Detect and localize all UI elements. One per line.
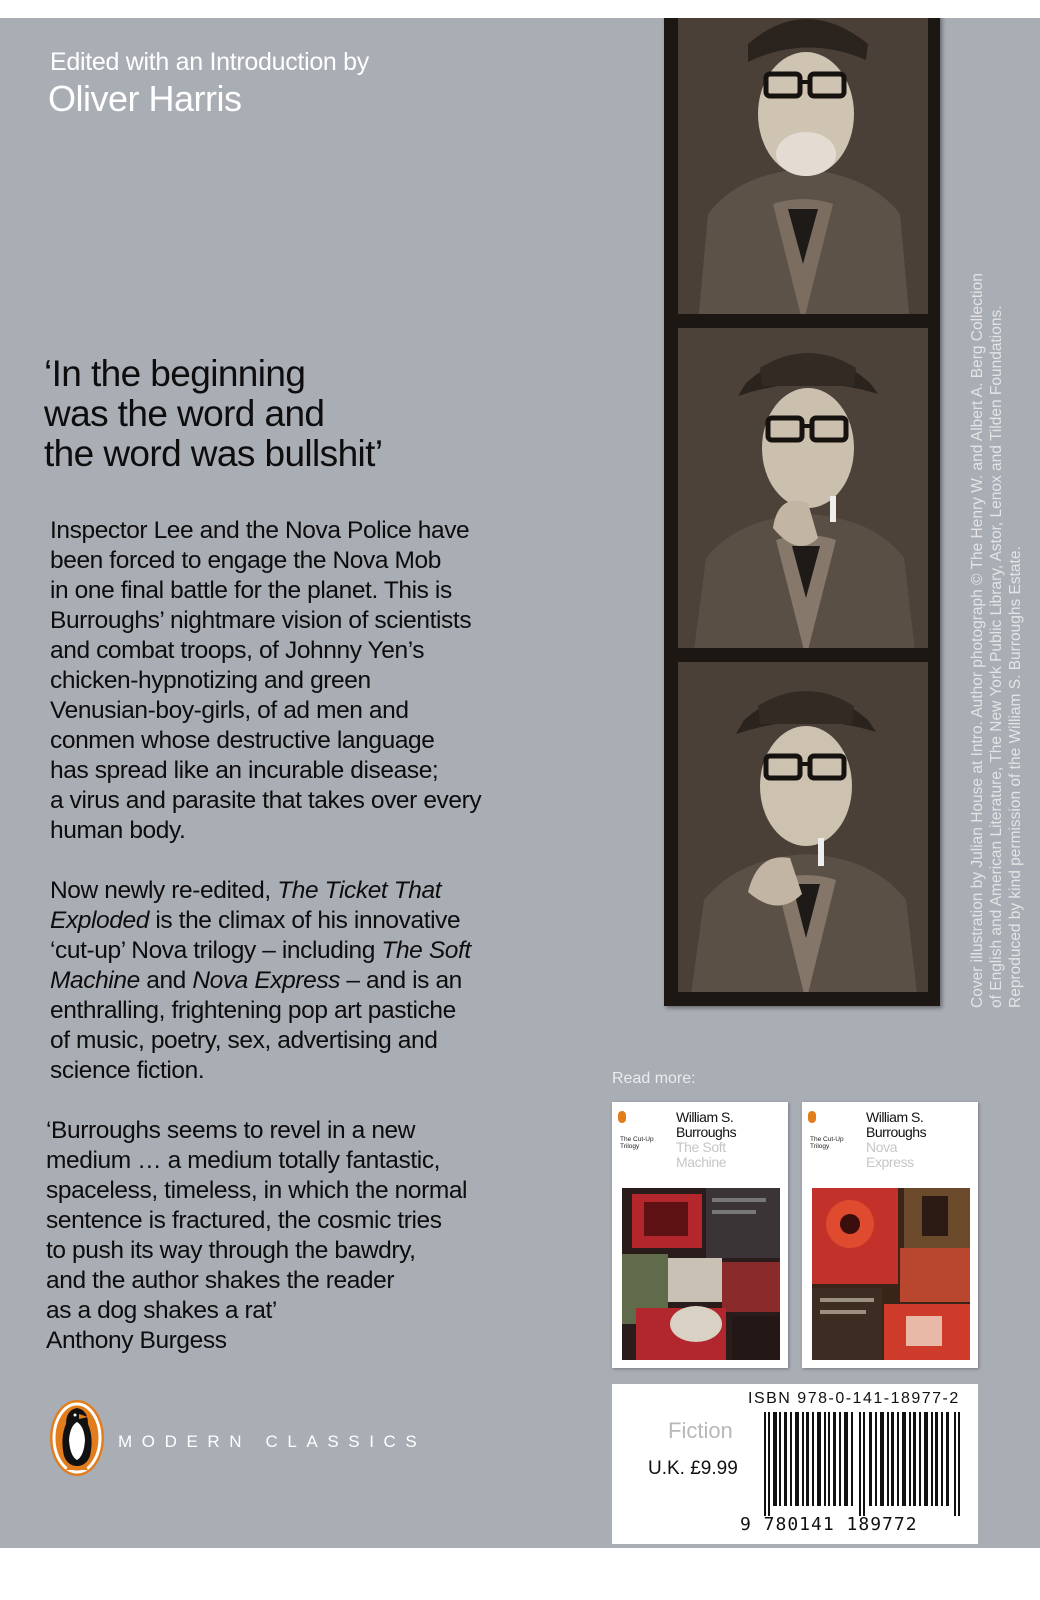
- price-label: U.K. £9.99: [648, 1458, 738, 1479]
- pull-quote-line: the word was bullshit’: [44, 433, 383, 474]
- penguin-logo-icon: [808, 1111, 816, 1123]
- photo-credit-line: of English and American Literature, The New York Public Library, Astor, Lenox and Tilden Foundations.: [988, 305, 1005, 1008]
- book-series: The Cut-Up Trilogy: [810, 1136, 844, 1150]
- book-title: [676, 1140, 726, 1170]
- blurb-text: Now newly re-edited,: [50, 877, 278, 904]
- book-author-first: William S.: [866, 1109, 924, 1125]
- photo-credit: [968, 128, 1025, 1008]
- blurb-line: [50, 876, 610, 906]
- author-photo-frame: [678, 18, 928, 314]
- book-author-first: William S.: [676, 1109, 734, 1125]
- book-title-line: Express: [866, 1154, 914, 1170]
- review-line: spaceless, timeless, in which the normal: [46, 1177, 468, 1204]
- book-author: [866, 1110, 926, 1140]
- book-thumbnail-nova-express[interactable]: [802, 1102, 978, 1368]
- blurb-line: and combat troops, of Johnny Yen’s: [50, 637, 425, 664]
- pull-quote-line: was the word and: [44, 393, 325, 434]
- photo-credit-line: Reproduced by kind permission of the William S. Burroughs Estate.: [1007, 546, 1024, 1008]
- book-author: [676, 1110, 736, 1140]
- book-title-line: The Soft: [676, 1139, 726, 1155]
- barcode-digits: 9 780141 189772: [740, 1514, 918, 1535]
- book-cover-art-image: [812, 1188, 970, 1360]
- penguin-logo-icon: [618, 1111, 626, 1123]
- author-photo-frame: [678, 662, 928, 992]
- review-line: and the author shakes the reader: [46, 1267, 395, 1294]
- blurb-text: – and is an: [340, 967, 462, 994]
- title-ticket-that-exploded: Exploded: [50, 907, 149, 934]
- blurb-line: Inspector Lee and the Nova Police have: [50, 517, 470, 544]
- title-soft-machine: The Soft: [381, 937, 471, 964]
- barcode-icon: [764, 1412, 964, 1516]
- pull-quote: [44, 354, 604, 474]
- book-title: [866, 1140, 914, 1170]
- book-title-line: Nova: [866, 1139, 898, 1155]
- penguin-logo-icon: [48, 1398, 106, 1478]
- read-more-label: Read more:: [612, 1070, 696, 1087]
- photo-credit-line: Cover illustration by Julian House at Intro. Author photograph © The Henry W. and Albert A. Berg Collection: [969, 273, 986, 1008]
- blurb-line: [50, 966, 610, 996]
- imprint-label: MODERN CLASSICS: [118, 1432, 427, 1451]
- blurb-line: of music, poetry, sex, advertising and: [50, 1027, 438, 1054]
- review-attribution: Anthony Burgess: [46, 1327, 227, 1354]
- book-author-last: Burroughs: [676, 1124, 737, 1140]
- book-title-line: Machine: [676, 1154, 727, 1170]
- blurb-line: Burroughs’ nightmare vision of scientists: [50, 607, 472, 634]
- book-series: The Cut-Up Trilogy: [620, 1136, 654, 1150]
- blurb-line: science fiction.: [50, 1057, 205, 1084]
- editor-credit-line: Edited with an Introduction by: [50, 48, 369, 76]
- author-portrait-image: [678, 18, 928, 314]
- author-portrait-image: [678, 328, 928, 648]
- book-thumbnail-soft-machine[interactable]: [612, 1102, 788, 1368]
- blurb-line: has spread like an incurable disease;: [50, 757, 439, 784]
- blurb-line: chicken-hypnotizing and green: [50, 667, 371, 694]
- blurb-paragraph-2: [50, 876, 610, 1086]
- author-photo-strip: [664, 18, 940, 1006]
- review-quote: [46, 1116, 606, 1356]
- pull-quote-line: ‘In the beginning: [44, 353, 306, 394]
- blurb-text: and: [139, 967, 193, 994]
- blurb-line: Venusian-boy-girls, of ad men and: [50, 697, 409, 724]
- blurb-line: enthralling, frightening pop art pastiche: [50, 997, 456, 1024]
- category-label: Fiction: [668, 1418, 733, 1443]
- blurb-line: conmen whose destructive language: [50, 727, 435, 754]
- editor-name: Oliver Harris: [48, 78, 242, 119]
- blurb-line: [50, 906, 610, 936]
- blurb-line: [50, 936, 610, 966]
- review-line: medium … a medium totally fantastic,: [46, 1147, 441, 1174]
- blurb-line: been forced to engage the Nova Mob: [50, 547, 441, 574]
- review-line: sentence is fractured, the cosmic tries: [46, 1207, 442, 1234]
- price-barcode-box: [612, 1384, 978, 1544]
- review-line: to push its way through the bawdry,: [46, 1237, 416, 1264]
- title-ticket-that-exploded: The Ticket That: [277, 877, 442, 904]
- back-cover: [0, 18, 1040, 1548]
- book-cover-art-image: [622, 1188, 780, 1360]
- blurb-text: ‘cut-up’ Nova trilogy – including: [50, 937, 382, 964]
- blurb-line: human body.: [50, 817, 186, 844]
- author-photo-frame: [678, 328, 928, 648]
- review-line: ‘Burroughs seems to revel in a new: [46, 1117, 416, 1144]
- book-author-last: Burroughs: [866, 1124, 927, 1140]
- blurb-text: is the climax of his innovative: [148, 907, 461, 934]
- author-portrait-image: [678, 662, 928, 992]
- title-nova-express: Nova Express: [192, 967, 341, 994]
- review-line: as a dog shakes a rat’: [46, 1297, 277, 1324]
- blurb-line: a virus and parasite that takes over every: [50, 787, 482, 814]
- blurb-line: in one final battle for the planet. This is: [50, 577, 452, 604]
- title-soft-machine: Machine: [50, 967, 140, 994]
- blurb-paragraph-1: [50, 516, 610, 846]
- isbn-number: ISBN 978-0-141-18977-2: [748, 1390, 960, 1407]
